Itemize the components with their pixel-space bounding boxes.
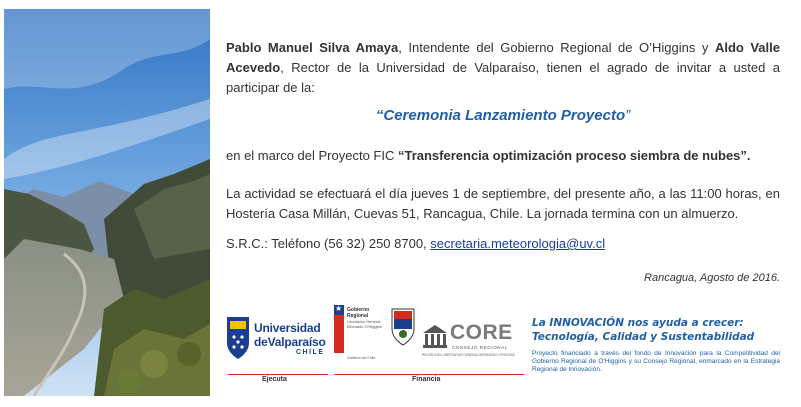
financia-divider <box>334 374 524 375</box>
intendente-name: Pablo Manuel Silva Amaya <box>226 40 399 55</box>
rector-name: Aldo Valle Acevedo <box>226 40 780 75</box>
ejecuta-label: Ejecuta <box>262 376 287 383</box>
gob-footer: Gobierno de Chile <box>347 356 376 360</box>
gob-flag-red <box>334 315 344 353</box>
core-building-icon <box>422 323 448 349</box>
gobierno-regional-logo <box>334 305 386 363</box>
intro-paragraph <box>226 38 780 98</box>
gob-star-icon: ★ <box>335 304 343 313</box>
core-sub: CONSEJO REGIONAL <box>452 345 508 350</box>
core-text: CORE <box>450 321 513 344</box>
uv-logo <box>226 313 330 365</box>
rsvp-text: S.R.C.: Teléfono (56 32) 250 8700, <box>226 236 431 251</box>
close-quote: ” <box>625 107 631 124</box>
project-paragraph <box>226 148 786 163</box>
regional-crest-logo <box>390 307 416 361</box>
uv-shield-icon <box>226 315 250 361</box>
logos-strip <box>226 305 526 385</box>
innovation-line1: La INNOVACIÓN nos ayuda a crecer: <box>532 317 744 329</box>
innovation-slogan <box>532 316 782 344</box>
uv-name-line2: deValparaíso <box>254 335 326 349</box>
crest-icon <box>390 307 416 347</box>
rsvp-paragraph <box>226 236 780 251</box>
uv-name-line1: Universidad <box>254 321 321 335</box>
open-quote: “ <box>375 107 384 124</box>
core-footer: REGIÓN DEL LIBERTADOR GENERAL BERNARDO O'HIGGINS <box>422 353 515 357</box>
gob-line3: Libertador General <box>347 319 381 324</box>
mountain-valley-photo <box>4 9 210 396</box>
event-title-text: Ceremonia Lanzamiento Proyecto <box>383 107 626 124</box>
project-name: “Transferencia optimización proceso siembra de nubes”. <box>397 148 751 163</box>
financia-label: Financia <box>412 376 441 383</box>
gob-line2: Regional <box>347 313 369 319</box>
intro-text-1: , Intendente del Gobierno Regional de O’Higgins y <box>398 40 715 55</box>
project-intro-text: en el marco del Proyecto FIC <box>226 148 398 163</box>
intro-text-2: , Rector de la Universidad de Valparaíso, tienen el agrado de invitar a usted a participar de la: <box>226 60 780 95</box>
gob-line1: Gobierno <box>347 307 370 313</box>
uv-name-line3: CHILE <box>296 349 325 356</box>
date-line: Rancagua, Agosto de 2016. <box>644 272 780 284</box>
core-logo <box>422 319 526 363</box>
event-title <box>226 107 780 124</box>
email-link[interactable]: secretaria.meteorologia@uv.cl <box>430 236 606 251</box>
gob-line4: Bernardo O'Higgins <box>347 324 382 329</box>
innovation-line2: Tecnología, Calidad y Sustentabilidad <box>532 331 755 343</box>
funding-note: Proyecto financiado a través del fondo de Innovación para la Competitividad del Gobierno Regional de O'Higgins y su Consejo Regional, enmarcado en la Estrategia Regional de Innovación. <box>532 350 780 373</box>
ejecuta-divider <box>228 374 328 375</box>
details-paragraph: La actividad se efectuará el día jueves 1 de septiembre, del presente año, a las 11:00 horas, en Hostería Casa Millán, Cuevas 51, Rancagua, Chile. La jornada termina con un almuerzo. <box>226 186 780 221</box>
